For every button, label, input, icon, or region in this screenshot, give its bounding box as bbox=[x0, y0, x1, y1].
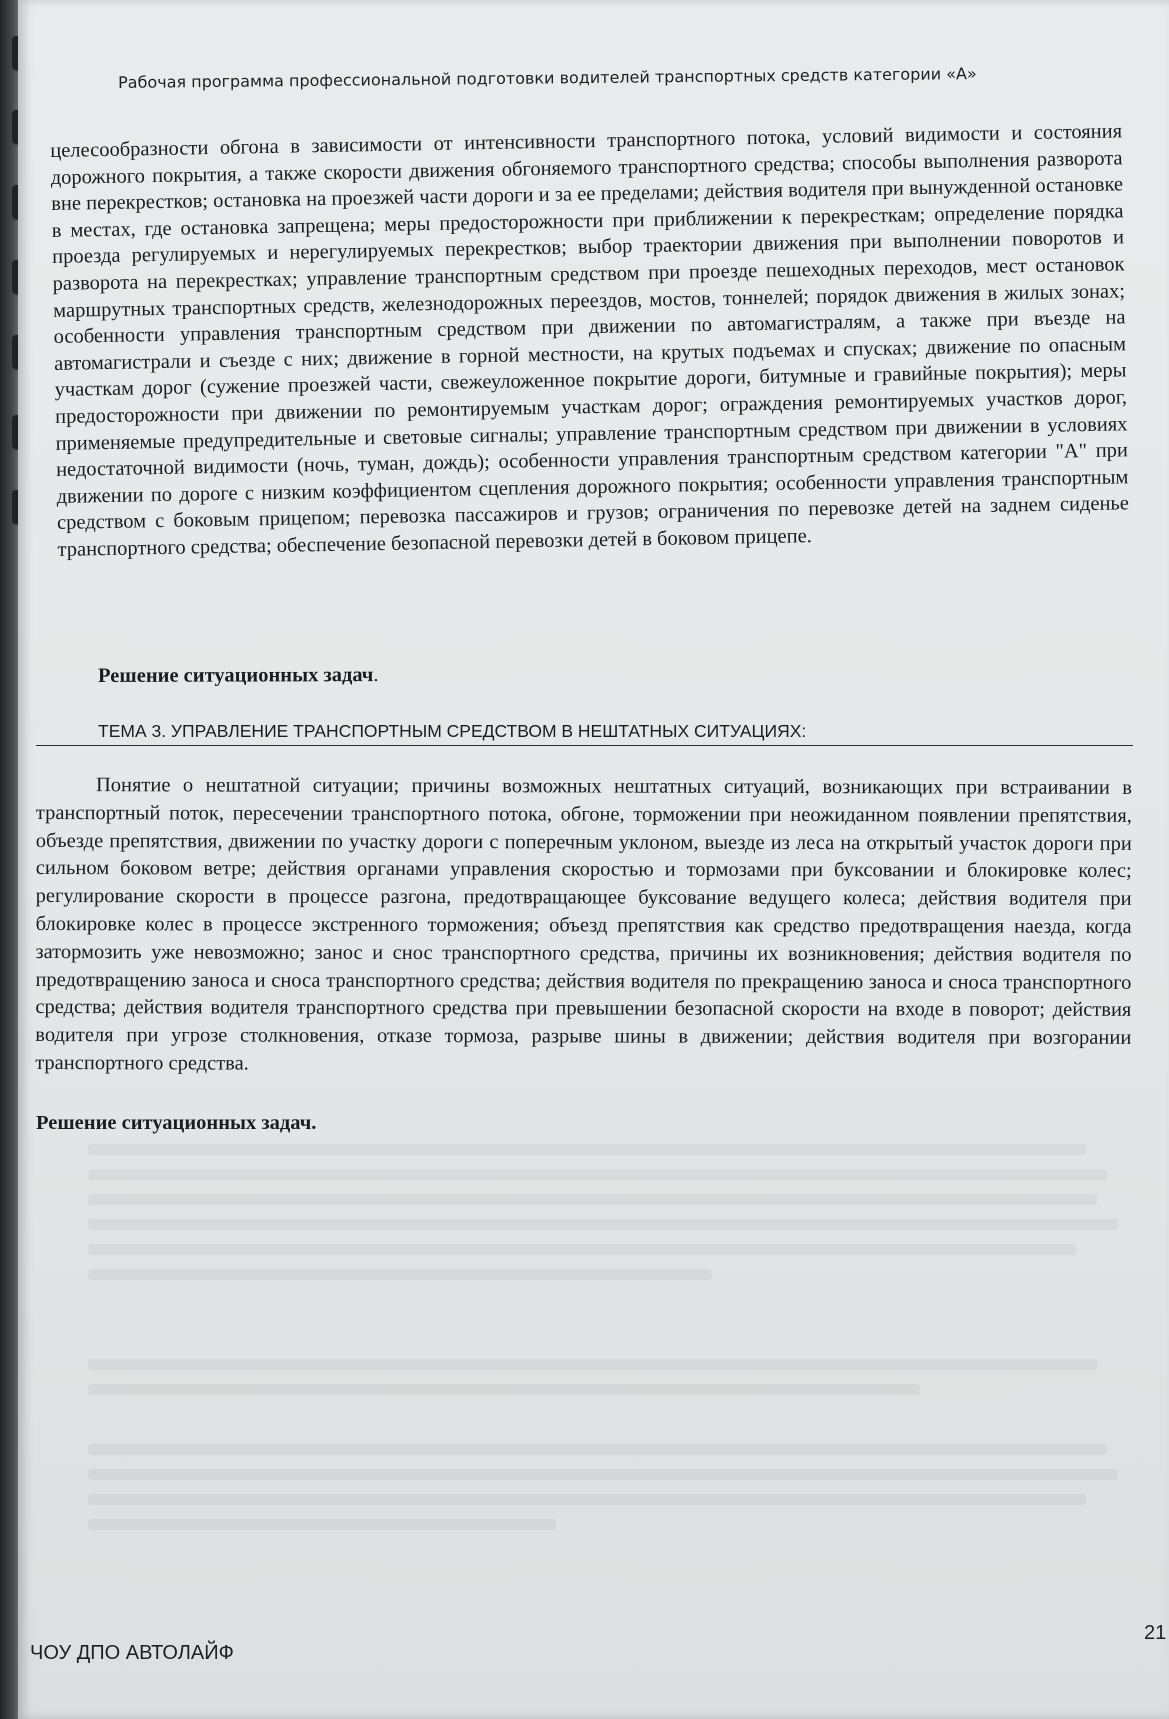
paragraph-emergency-situations: Понятие о нештатной ситуации; причины возможных нештатных ситуаций, возникающих при встраивании в транспортный поток, пересечении транспортного потока, обгоне, торможении при неожиданном появлении препятствия, объезде препятствия, движении по участку дороги с поперечным уклоном, выезде из леса на открытый участок дороги при сильном боковом ветре; действия органами управления скоростью и тормозами при буксовании и блокировке колес; регулирование скорости в процессе разгона, предотвращающее буксование ведущего колеса; действия водителя при блокировке колес в процессе экстренного торможения; объезд препятствия как средство предотвращения наезда, когда затормозить уже невозможно; занос и снос транспортного средства, причины их возникновения; действия водителя по предотвращению заноса и сноса транспортного средства; действия водителя по прекращению заноса и сноса транспортного средства; действия водителя транспортного средства при превышении безопасной скорости на входе в поворот; действия водителя при угрозе столкновения, отказе тормоза, разрыве шины в движении; действия водителя при возгорании транспортного средства. bbox=[35, 774, 1132, 1075]
situational-tasks-label: Решение ситуационных задач bbox=[98, 664, 374, 687]
situational-tasks-heading-2: Решение ситуационных задач. bbox=[36, 1112, 317, 1134]
page-number: 21 bbox=[1144, 1622, 1167, 1644]
paragraph-traffic-rules: целесообразности обгона в зависимости от интенсивности транспортного потока, условий видимости и состояния дорожного покрытия, а также скорости движения обгоняемого транспортного средства; способы выполнения разворота вне перекрестков; остановка на проезжей части дороги и за ее пределами; действия водителя при вынужденной остановке в местах, где остановка запрещена; меры предосторожности при приближении к перекресткам; определение порядка проезда регулируемых и нерегулируемых перекрестков; выбор траектории движения при выполнении поворотов и разворота на перекрестках; управление транспортным средством при проезде пешеходных переходов, мест остановок маршрутных транспортных средств, железнодорожных переездов, мостов, тоннелей; порядок движения в жилых зонах; особенности управления транспортным средством при движении по автомагистралям, а также при въезде на автомагистрали и съезде с них; движение в горной местности, на крутых подъемах и спусках; движение по опасным участкам дорог (сужение проезжей части, свежеуложенное покрытие дороги, битумные и гравийные покрытия); меры предосторожности при движении по ремонтируемым участкам дорог; ограждения ремонтируемых участков дорог, применяемые предупредительные и световые сигналы; управление транспортным средством при движении в условиях недостаточной видимости (ночь, туман, дождь); особенности управления транспортным средством категории "А" при движении по дороге с низким коэффициентом сцепления дорожного покрытия; особенности управления транспортным средством с боковым прицепом; перевозка пассажиров и грузов; ограничения по перевозке детей на заднем сиденье транспортного средства; обеспечение безопасной перевозки детей в боковом прицепе. bbox=[50, 120, 1130, 561]
situational-tasks-period: . bbox=[373, 664, 379, 687]
document-page bbox=[18, 0, 1169, 1719]
running-header: Рабочая программа профессиональной подготовки водителей транспортных средств категории «А» bbox=[118, 64, 977, 92]
bleed-through-text bbox=[88, 1130, 1128, 1330]
bleed-through-text bbox=[88, 1430, 1128, 1570]
situational-tasks-heading bbox=[98, 664, 378, 688]
topic-3-heading: ТЕМА 3. УПРАВЛЕНИЕ ТРАНСПОРТНЫМ СРЕДСТВОМ В НЕШТАТНЫХ СИТУАЦИЯХ: bbox=[98, 721, 807, 741]
heading-underline bbox=[36, 745, 1133, 746]
footer-organization: ЧОУ ДПО АВТОЛАЙФ bbox=[30, 1642, 234, 1664]
bleed-through-text bbox=[88, 1345, 1128, 1425]
